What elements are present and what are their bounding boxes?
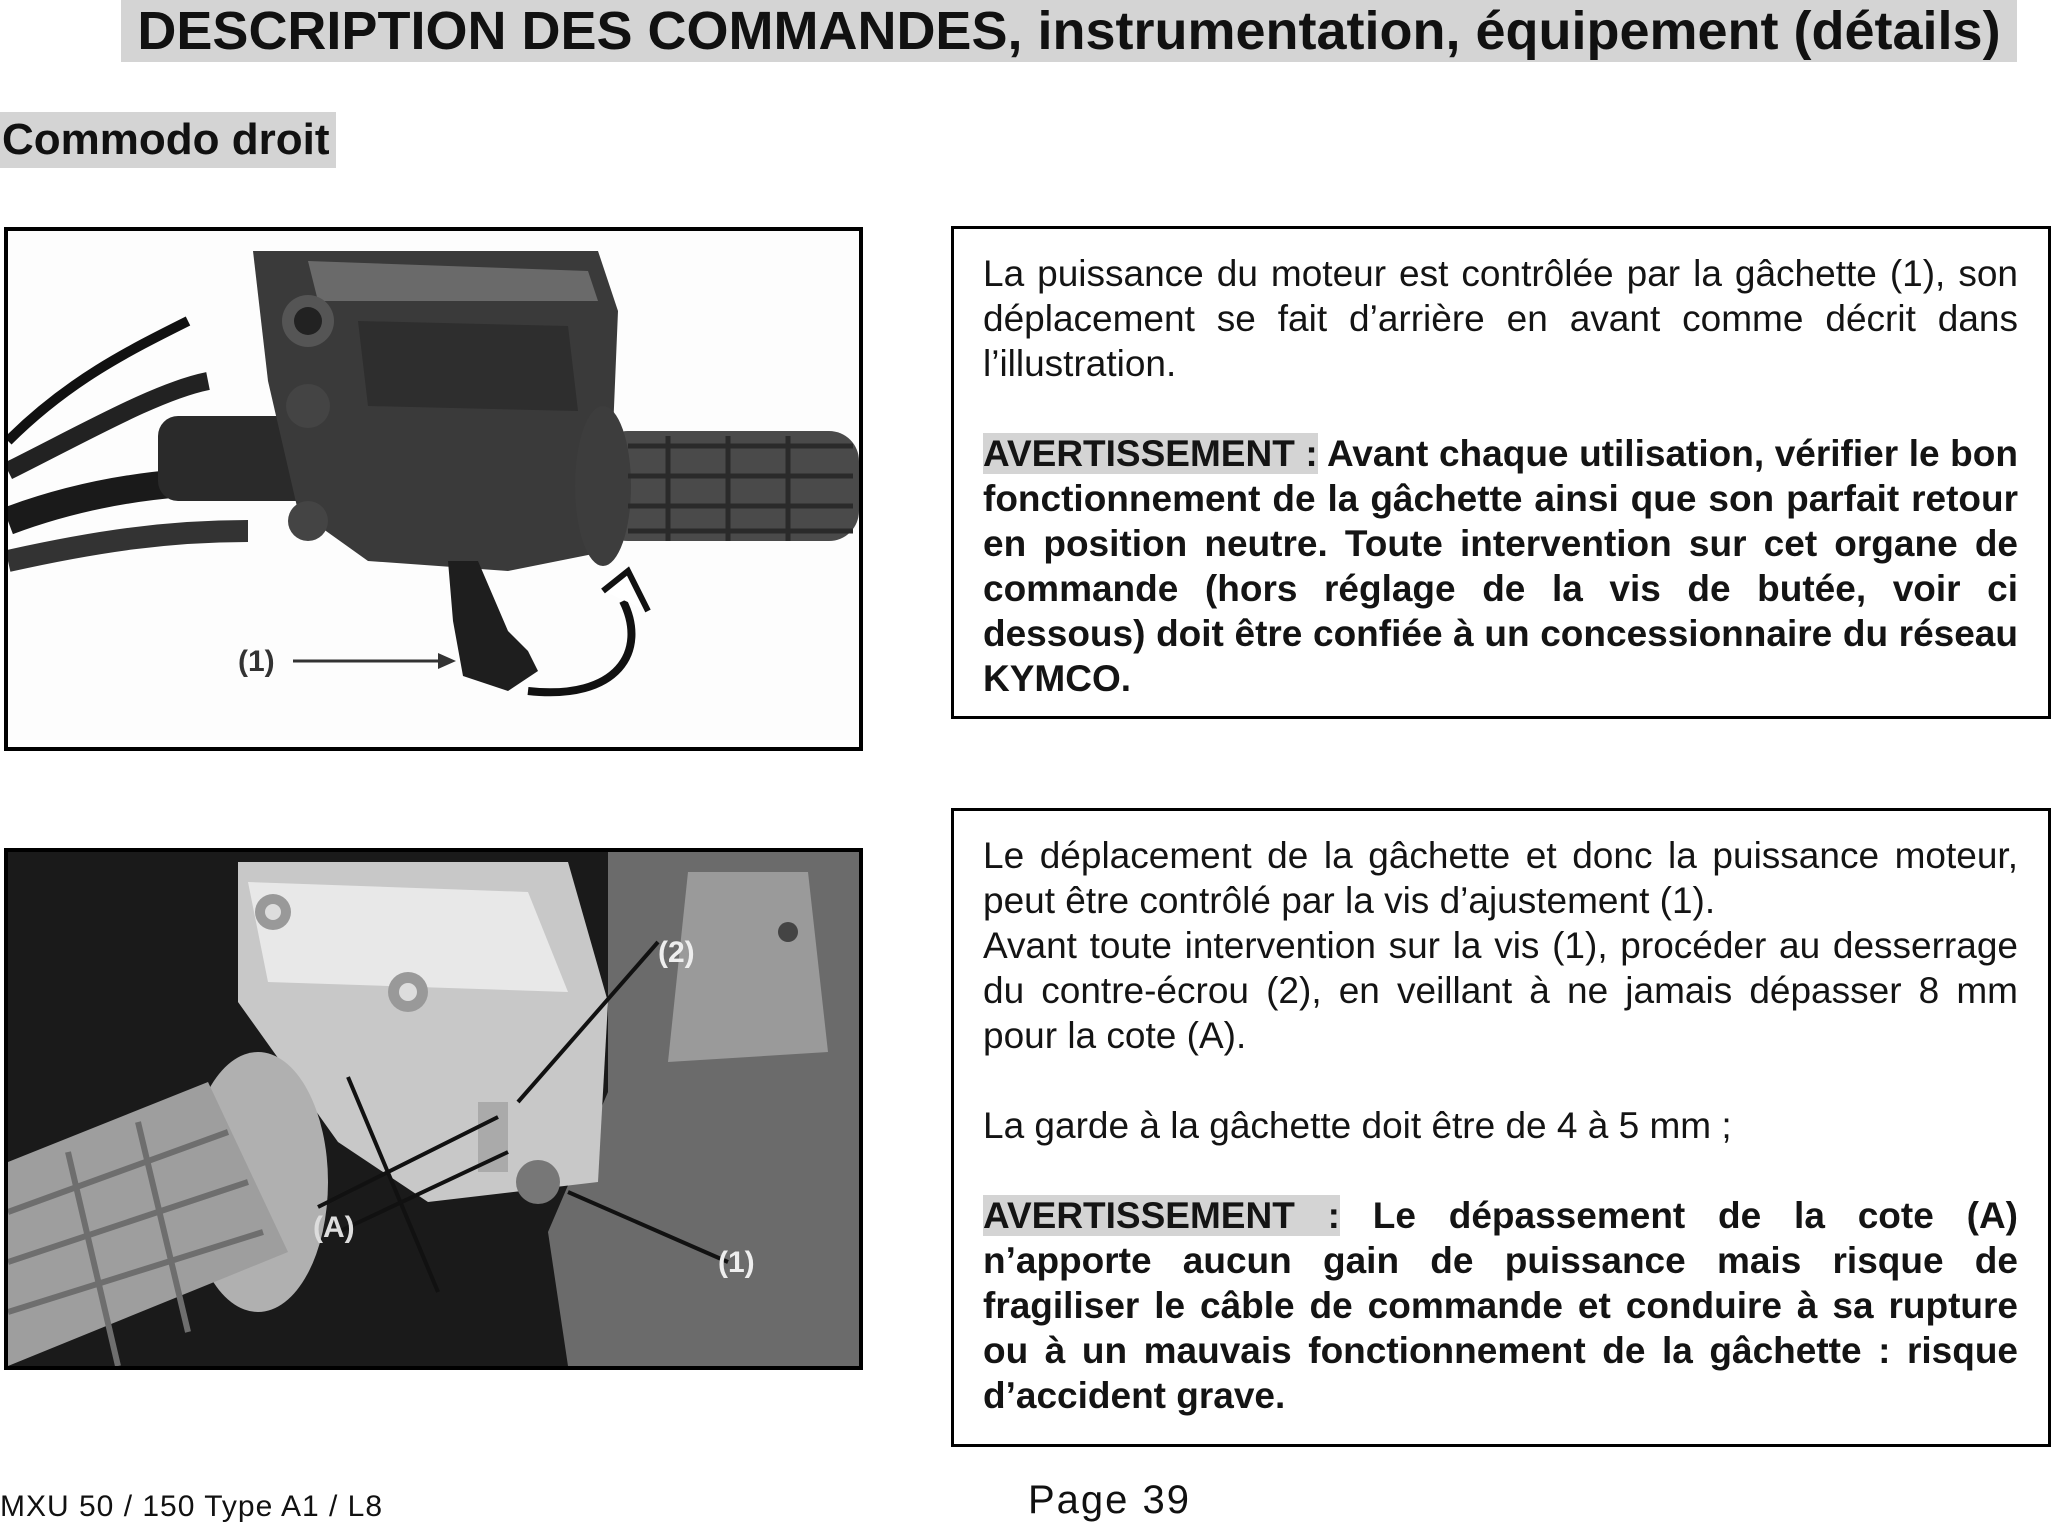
adjustment-text-1: Le déplacement de la gâchette et donc la puissance moteur, peut être contrôlé par la vis d’ajustement (1). [983, 835, 2018, 921]
throttle-description-box [951, 226, 2051, 719]
adjustment-photo [4, 848, 863, 1370]
callout-a-label: (A) [313, 1211, 355, 1244]
page-number: Page 39 [1028, 1478, 1192, 1522]
adjustment-text-3: La garde à la gâchette doit être de 4 à 5 mm ; [983, 1105, 1732, 1146]
adjustment-description-box [951, 808, 2051, 1447]
adjustment-text-2: Avant toute intervention sur la vis (1), procéder au desserrage du contre-écrou (2), en veillant à ne jamais dépasser 8 mm pour la cote (A). [983, 925, 2018, 1056]
callout-2-label: (2) [658, 936, 695, 969]
page-title: DESCRIPTION DES COMMANDES, instrumentation, équipement (détails) [121, 0, 2017, 62]
model-reference: MXU 50 / 150 Type A1 / L8 [0, 1490, 384, 1523]
callout-1-label: (1) [238, 645, 275, 678]
warning-label: AVERTISSEMENT : [983, 433, 1318, 474]
throttle-photo [4, 227, 863, 751]
warning-label: AVERTISSEMENT : [983, 1195, 1340, 1236]
adjustment-warning [983, 1193, 2018, 1418]
throttle-illustration [8, 231, 859, 747]
section-heading: Commodo droit [0, 112, 336, 168]
adjustment-illustration [8, 852, 859, 1366]
callout-1-label: (1) [718, 1246, 755, 1279]
warning-text: Avant chaque utilisation, vérifier le bon fonctionnement de la gâchette ainsi que son parfait retour en position neutre. Toute intervention sur cet organe de commande (hors réglage de la vis de butée, voir ci dessous) doit être confiée à un concessionnaire du réseau KYMCO. [983, 433, 2018, 699]
throttle-description-text: La puissance du moteur est contrôlée par la gâchette (1), son déplacement se fait d’arrière en avant comme décrit dans l’illustration. [983, 253, 2018, 384]
throttle-warning [983, 431, 2018, 701]
warning-text: Le dépassement de la cote (A) n’apporte aucun gain de puissance mais risque de fragiliser le câble de commande et conduire à sa rupture ou à un mauvais fonctionnement de la gâchette : risque d’accident grave. [983, 1195, 2018, 1416]
